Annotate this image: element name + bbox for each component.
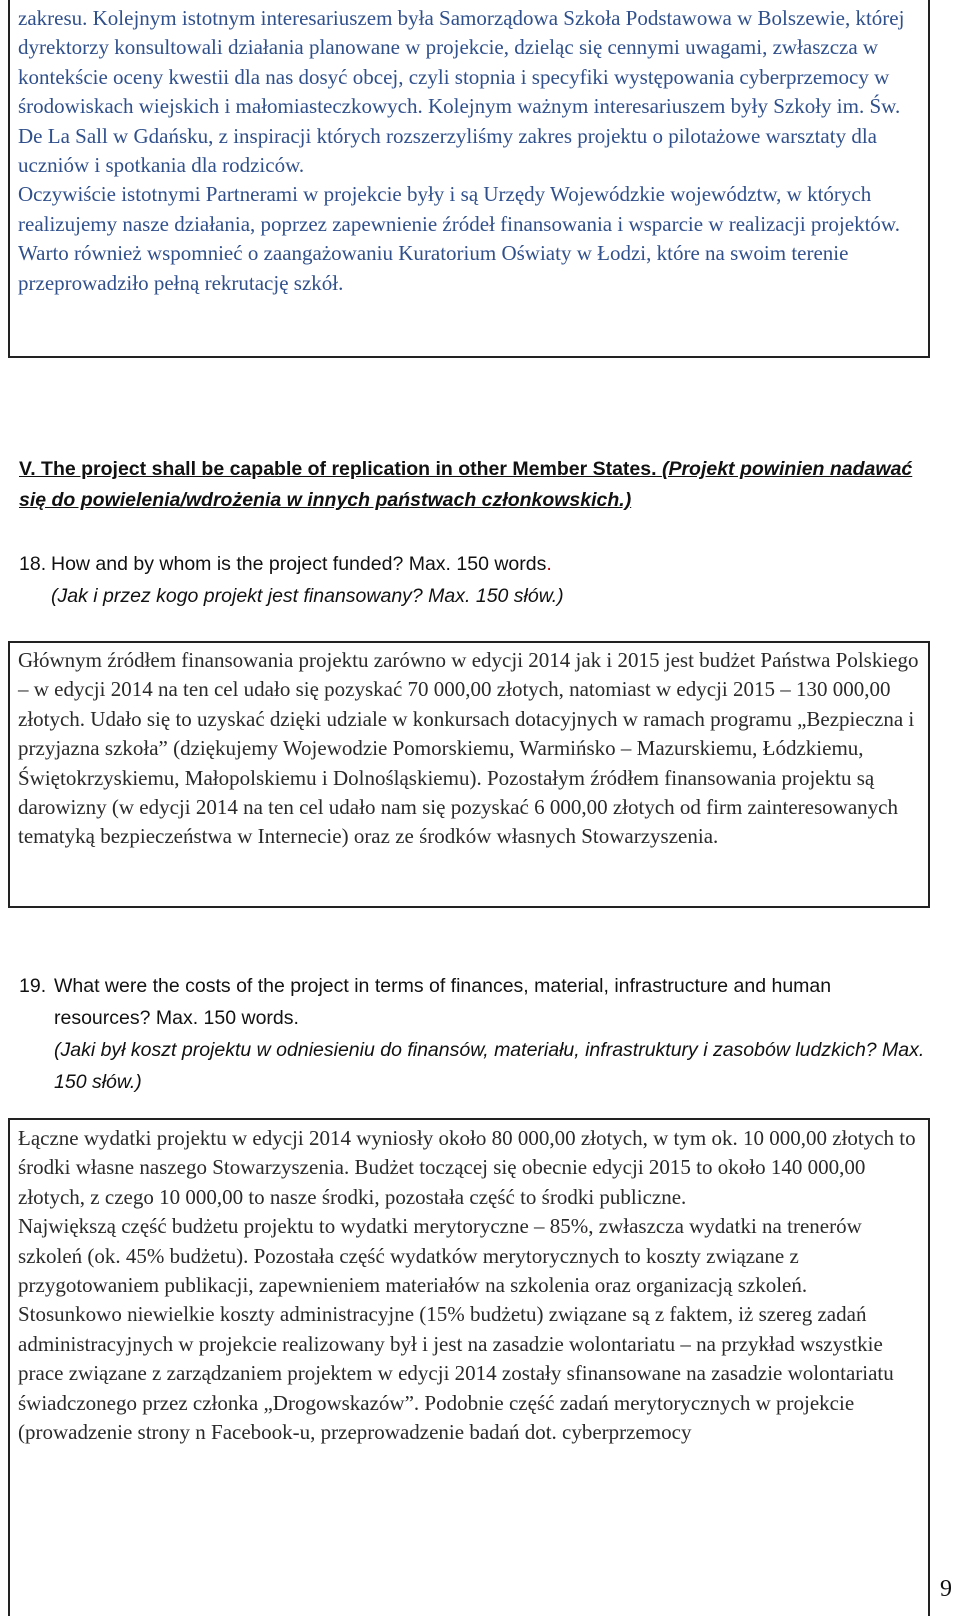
text-box-funding (8, 641, 930, 908)
question-19 (19, 970, 929, 1098)
paragraph-stakeholders: zakresu. Kolejnym istotnym interesariuszem była Samorządowa Szkoła Podstawowa w Bolszewie, której dyrektorzy konsultowali działania planowane w projekcie, dzieląc się cennymi uwagami, zwłaszcza w kontekście oceny kwestii dla nas dosyć obcej, czyli stopnia i specyfiki występowania cyberprzemocy w środowiskach wiejskich i małomiasteczkowych. Kolejnym ważnym interesariuszem były Szkoły im. Św. De La Sall w Gdańsku, z inspiracji których rozszerzyliśmy zakres projektu o pilotażowe warsztaty dla uczniów i spotkania dla rodziców. (18, 6, 905, 178)
question-18 (19, 548, 929, 612)
question-text-en: How and by whom is the project funded? Max. 150 words (51, 553, 547, 575)
question-text-en: What were the costs of the project in terms of finances, material, infrastructure and human resources? Max. 150 words. (54, 975, 832, 1029)
paragraph-admin-costs: Stosunkowo niewielkie koszty administracyjne (15% budżetu) związane są z faktem, iż szereg zadań administracyjnych w projekcie realizowany był i jest na zasadzie wolontariatu – na przykład wszystkie prace związane z zarządzaniem projektem w edycji 2014 zostały sfinansowane na zasadzie wolontariatu świadczonego przez członka „Drogowskazów”. Podobnie część zadań merytorycznych w projekcie (prowadzenie strony n Facebook-u, przeprowadzenie badań dot. cyberprzemocy (18, 1302, 894, 1445)
page-number: 9 (940, 1576, 952, 1602)
paragraph-budget-share: Największą część budżetu projektu to wydatki merytoryczne – 85%, zwłaszcza wydatki na trenerów szkoleń (ok. 45% budżetu). Pozostała część wydatków merytorycznych to koszty związane z przygotowaniem publikacji, zapewnieniem materiałów na szkolenia oraz organizacją szkoleń. (18, 1214, 862, 1298)
question-number: 19. (19, 975, 47, 997)
question-text-pl: (Jak i przez kogo projekt jest finansowany? Max. 150 słów.) (51, 585, 564, 607)
question-number: 18. (19, 553, 47, 575)
section-v-title-en: V. The project shall be capable of replication in other Member States. (19, 458, 657, 480)
paragraph-partners: Oczywiście istotnymi Partnerami w projekcie były i są Urzędy Wojewódzkie województw, w których realizujemy nasze działania, poprzez zapewnienie źródeł finansowania i wsparcie w realizacji projektów. Warto również wspomnieć o zaangażowaniu Kuratorium Oświaty w Łodzi, które na swoim terenie przeprowadziło pełną rekrutację szkół. (18, 182, 900, 295)
section-v-title-pl: (Projekt powinien nadawać się do powielenia/wdrożenia w innych państwach członkowskich.) (19, 458, 913, 511)
question-text-period: . (546, 553, 552, 575)
text-box-stakeholders (8, 0, 930, 358)
question-text-pl: (Jaki był koszt projektu w odniesieniu do finansów, materiału, infrastruktury i zasobów ludzkich? Max. 150 słów.) (54, 1039, 925, 1093)
section-v-heading (19, 454, 929, 516)
text-box-costs (8, 1118, 930, 1616)
paragraph-total-costs: Łączne wydatki projektu w edycji 2014 wyniosły około 80 000,00 złotych, w tym ok. 10 000,00 złotych to środki własne naszego Stowarzyszenia. Budżet toczącej się obecnie edycji 2015 to około 140 000,00 złotych, z czego 10 000,00 to nasze środki, pozostała część to środki publiczne. (18, 1126, 916, 1209)
paragraph-funding: Głównym źródłem finansowania projektu zarówno w edycji 2014 jak i 2015 jest budżet Państwa Polskiego – w edycji 2014 na ten cel udało się pozyskać 70 000,00 złotych, natomiast w edycji 2015 – 130 000,00 złotych. Udało się to uzyskać dzięki udziale w konkursach dotacyjnych w ramach programu „Bezpieczna i przyjazna szkoła” (dziękujemy Wojewodzie Pomorskiemu, Warmińsko – Mazurskiemu, Łódzkiemu, Świętokrzyskiemu, Małopolskiemu i Dolnośląskiemu). Pozostałym źródłem finansowania projektu są darowizny (w edycji 2014 na ten cel udało nam się pozyskać 6 000,00 złotych od firm zainteresowanych tematyką bezpieczeństwa w Internecie) oraz ze środków własnych Stowarzyszenia. (18, 648, 919, 849)
